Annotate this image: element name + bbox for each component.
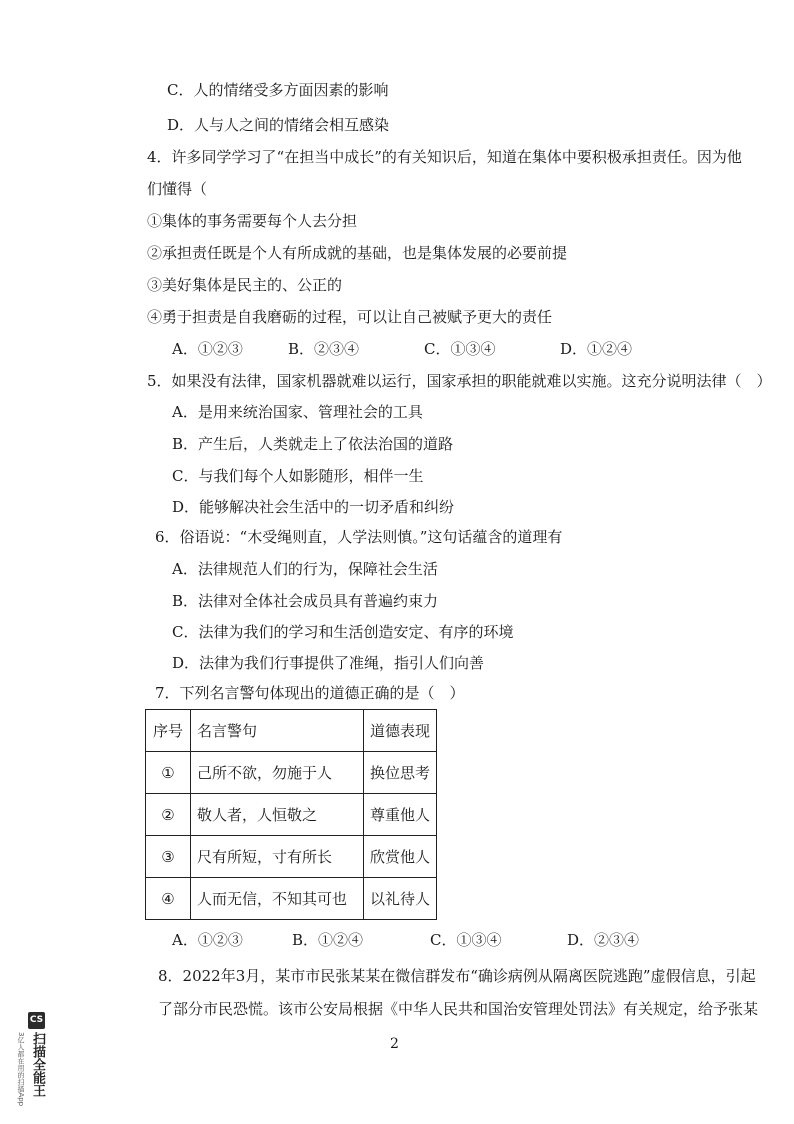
q8-stem-line1: 8．2022年3月，某市市民张某某在微信群发布“确诊病例从隔离医院逃跑”虚假信息，引起 — [158, 967, 756, 985]
q4-option-b: B．②③④ — [288, 340, 360, 358]
table-header-row — [146, 710, 437, 752]
table-row — [146, 836, 437, 878]
header-maxim: 名言警句 — [191, 710, 364, 752]
scanner-tagline: 3亿人都在用的扫描App — [17, 1032, 25, 1107]
q3-option-c: C．人的情绪受多方面因素的影响 — [167, 81, 389, 99]
row-maxim: 尺有所短，寸有所长 — [191, 836, 364, 878]
page-number: 2 — [390, 1036, 399, 1052]
row-maxim: 敬人者，人恒敬之 — [191, 794, 364, 836]
q5-option-d: D．能够解决社会生活中的一切矛盾和纠纷 — [172, 498, 455, 516]
q6-option-d: D．法律为我们行事提供了准绳，指引人们向善 — [172, 654, 485, 672]
row-moral: 以礼待人 — [364, 878, 437, 920]
q7-option-a: A．①②③ — [172, 931, 243, 949]
q4-option-c: C．①③④ — [424, 340, 496, 358]
q5-stem: 5．如果没有法律，国家机器就难以运行，国家承担的职能就难以实施。这充分说明法律（ ） — [147, 372, 772, 390]
q6-stem: 6．俗语说：“木受绳则直，人学法则慎。”这句话蕴含的道理有 — [155, 528, 563, 546]
row-moral: 尊重他人 — [364, 794, 437, 836]
q5-option-b: B．产生后，人类就走上了依法治国的道路 — [172, 435, 454, 453]
row-index: ① — [146, 752, 191, 794]
q6-option-b: B．法律对全体社会成员具有普遍约束力 — [172, 592, 439, 610]
q4-statement-2: ②承担责任既是个人有所成就的基础，也是集体发展的必要前提 — [147, 244, 568, 262]
maxims-table — [145, 709, 437, 920]
table-row — [146, 878, 437, 920]
q7-option-d: D．②③④ — [567, 931, 640, 949]
q5-option-c: C．与我们每个人如影随形，相伴一生 — [172, 467, 424, 485]
scanner-brand: 扫描全能王 — [30, 1032, 45, 1097]
row-index: ③ — [146, 836, 191, 878]
q7-option-b: B．①②④ — [292, 931, 364, 949]
row-moral: 欣赏他人 — [364, 836, 437, 878]
q4-stem-line1: 4．许多同学学习了“在担当中成长”的有关知识后，知道在集体中要积极承担责任。因为他 — [147, 148, 742, 166]
header-moral: 道德表现 — [364, 710, 437, 752]
scanner-watermark — [14, 1012, 54, 1112]
q8-stem-line2: 了部分市民恐慌。该市公安局根据《中华人民共和国治安管理处罚法》有关规定，给予张某 — [158, 1000, 759, 1018]
q4-statement-3: ③美好集体是民主的、公正的 — [147, 276, 343, 294]
q5-option-a: A．是用来统治国家、管理社会的工具 — [172, 403, 423, 421]
table-row — [146, 794, 437, 836]
q6-option-c: C．法律为我们的学习和生活创造安定、有序的环境 — [172, 623, 514, 641]
q3-option-d: D．人与人之间的情绪会相互感染 — [167, 116, 390, 134]
row-index: ② — [146, 794, 191, 836]
q6-option-a: A．法律规范人们的行为，保障社会生活 — [172, 560, 438, 578]
q7-option-c: C．①③④ — [430, 931, 502, 949]
q7-stem: 7．下列名言警句体现出的道德正确的是（ ） — [155, 684, 465, 702]
q4-option-d: D．①②④ — [560, 340, 633, 358]
row-index: ④ — [146, 878, 191, 920]
row-maxim: 己所不欲，勿施于人 — [191, 752, 364, 794]
scanner-logo-icon: CS — [28, 1012, 45, 1029]
q4-option-a: A．①②③ — [172, 340, 243, 358]
q4-statement-1: ①集体的事务需要每个人去分担 — [147, 212, 358, 230]
header-index: 序号 — [146, 710, 191, 752]
q4-statement-4: ④勇于担责是自我磨砺的过程，可以让自己被赋予更大的责任 — [147, 308, 553, 326]
row-maxim: 人而无信，不知其可也 — [191, 878, 364, 920]
table-row — [146, 752, 437, 794]
q4-stem-line2: 们懂得（ — [147, 180, 208, 198]
row-moral: 换位思考 — [364, 752, 437, 794]
